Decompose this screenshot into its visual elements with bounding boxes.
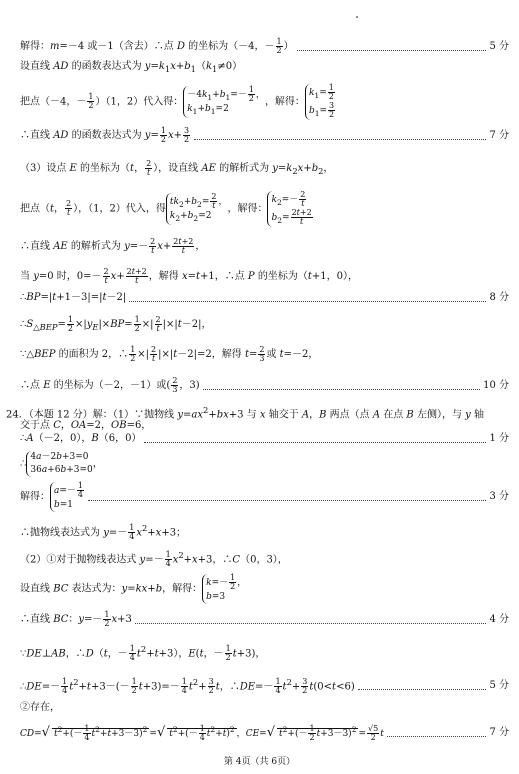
line-21: ∴直线 BC：y=－ $\frac{1}{2}$ x+3 4 分 [20, 610, 509, 628]
line-6: 把点（t， $\frac{2}{t}$ ），（1，2）代入，得 $tk_2+b_2=$ $\frac{2}{t}$ ， $k_2+b_2=2$ ，解得： $k_2=-$ $\frac{2}{t}$ $b_2=$ $\frac{2t+2}{t}$ [20, 190, 312, 226]
line-4: ∴直线 AD 的函数表达式为 y= $\frac{1}{2}$ x+ $\frac{3}{2}$ 7 分 [20, 126, 509, 144]
line-23: ∴DE=－ $\frac{1}{4}$ $t^2+t+3-(-$ $\frac{1}{2}$ t+3)=－ $\frac{1}{4}$ $t^2+$ $\frac{3}{2}$ t，∴DE=－ $\frac{1}{4}$ $t^2+$ $\frac{3}{2}$ t(0<t<6) 5 分 [20, 677, 509, 696]
page-footer: 第 4页（共 6页） [223, 757, 296, 767]
line-24: ②存在， [20, 702, 60, 713]
line-12: ∴点 E 的坐标为（－2，－1）或( $\frac{2}{3}$ ，3) 10 分 [20, 376, 509, 394]
line-13: 24．（本题 12 分）解：（1）∵抛物线 $y=ax^2+bx+3$ 与 x 轴交于 A，B 两点（点 A 在点 B 左侧），与 y 轴 [6, 405, 484, 421]
line-15: ∴A（－2，0），B（6，0） 1 分 [20, 433, 509, 444]
line-14: 交于点 C，OA=2，OB=6， [20, 420, 152, 431]
line-9: ∴BP=|t+1－3|=|t－2| 8 分 [20, 292, 509, 303]
line-19: （2）①对于抛物线表达式 y=－ $\frac{1}{4}$ $x^2+x+3$，∴C（0，3）， [20, 550, 288, 569]
line-11: ∵△BEP 的面积为 2，∴ $\frac{1}{2}$ ×| $\frac{2}{t}$ |×|t－2|=2，解得 t= $\frac{2}{3}$ 或 t=－2， [20, 345, 319, 363]
line-5: （3）设点 E 的坐标为（t， $\frac{2}{t}$ ），设直线 AE 的解析式为 $y=k_2x+b_2$， [20, 159, 334, 177]
line-10: $\therefore S_{\triangle BEP}=$ $\frac{1}{2}$ $\times|y_E|\times BP=$ $\frac{1}{2}$ ×| $\frac{2}{t}$ |×|t－2|， [20, 315, 212, 333]
line-8: 当 y=0 时，0=－ $\frac{2}{t}$ x+ $\frac{2t+2}{t}$ ，解得 x=t+1，∴点 P 的坐标为（t+1，0）， [20, 267, 358, 285]
line-25: CD=√ $t^2+(-$ $\frac{1}{4}$ $t^2+t+3-3)^2$ =√ $t^2+(-$ $\frac{1}{4}$ $t^2+t)^2$ ，CE=√ $t^2+(-$ $\frac{1}{2}$ t+3－3)$^2$ = $\frac{√5}{2}$ t 7 分 [20, 724, 509, 742]
line-22: ∵DE⊥AB，∴D（t，－ $\frac{1}{4}$ $t^2+t+3$），E(t，－ $\frac{1}{2}$ t+3)， [20, 644, 266, 663]
line-1: 解得：m=－4 或－1（含去）∴点 D 的坐标为（－4，－ $\frac{1}{2}$ ） 5 分 [20, 37, 509, 55]
line-18: ∴抛物线表达式为 y=－ $\frac{1}{4}$ $x^2+x+3$； [20, 523, 187, 542]
line-16: ∴ 4a－2b+3=0 36a+6b+3=0 ， [20, 452, 103, 475]
line-3: 把点（－4，－ $\frac{1}{2}$ ）（1，2）代入得： $-4k_1+b_1=-$ $\frac{1}{2}$ ， $k_1+b_1=2$ ，解得： $k_1=$ $\frac{1}{2}$ $b_1=$ $\frac{3}{2}$ [20, 83, 335, 119]
line-7: ∴直线 AE 的解析式为 y=－ $\frac{2}{t}$ x+ $\frac{2t+2}{t}$ ， [20, 237, 206, 255]
speck [356, 16, 358, 18]
line-20: 设直线 BC 表达式为：y=kx+b，解得： k=－ $\frac{1}{2}$ ， b=3 [20, 573, 247, 602]
line-2: 设直线 AD 的函数表达式为 $y=k_1x+b_1(k_1\ne 0)$ [20, 61, 243, 74]
line-17: 解得： a=－ $\frac{1}{4}$ b=1 3 分 [20, 481, 509, 510]
